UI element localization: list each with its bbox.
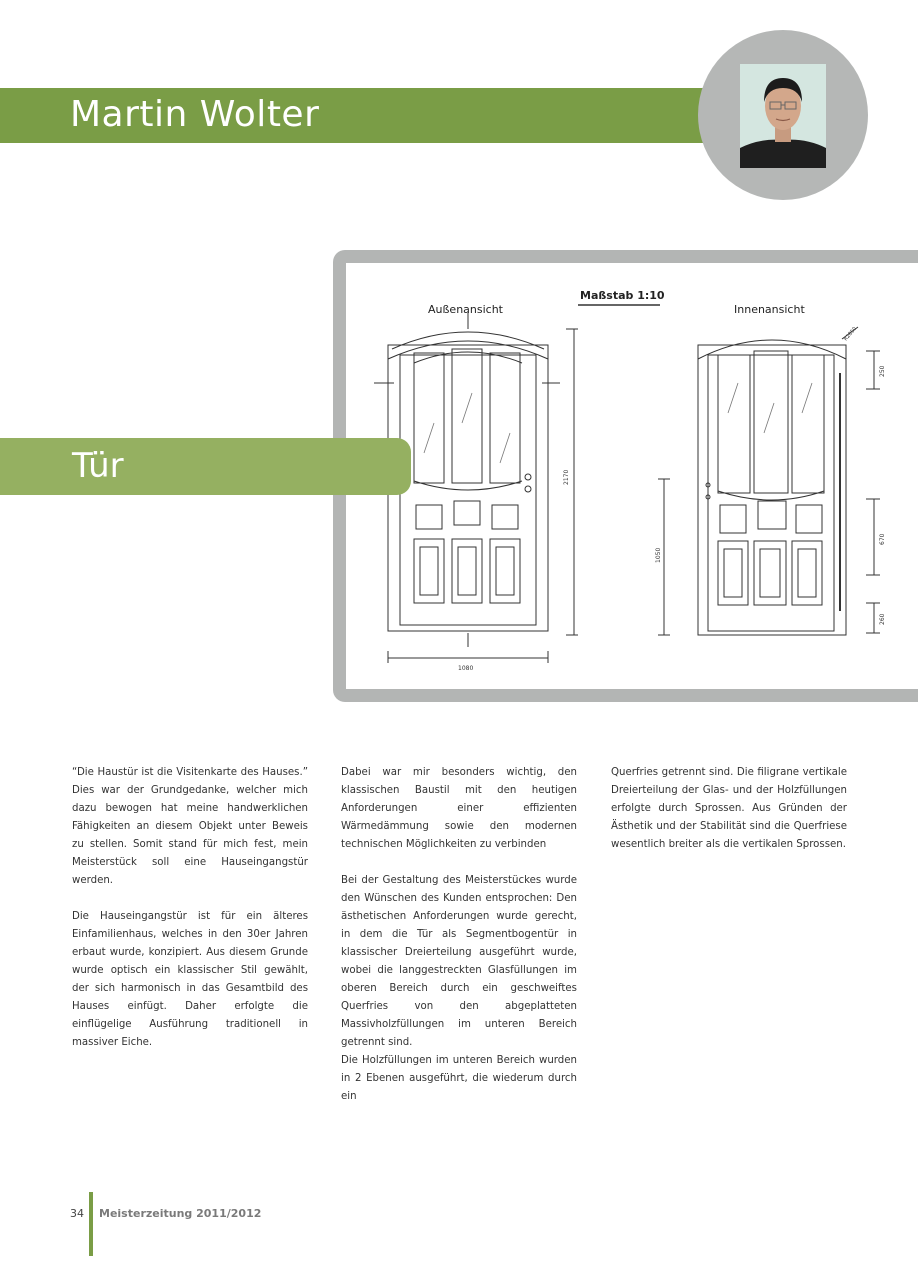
name-banner xyxy=(0,88,706,143)
width-dimension: 1080 xyxy=(458,665,474,672)
height-dimension: 2170 xyxy=(563,469,570,485)
text-column-1 xyxy=(72,764,308,1070)
footer-divider xyxy=(89,1192,93,1256)
outside-view-label: Außenansicht xyxy=(428,303,503,316)
paragraph: Die Holzfüllungen im unteren Bereich wurden in 2 Ebenen ausgeführt, die wiederum durch ein xyxy=(341,1055,577,1102)
scale-label: Maßstab 1:10 xyxy=(580,289,665,302)
page-number: 34 xyxy=(70,1207,84,1220)
top-dimension: 250 xyxy=(879,365,886,377)
publication-title: Meisterzeitung 2011/2012 xyxy=(99,1207,262,1220)
author-name: Martin Wolter xyxy=(70,94,320,135)
handle-height-dimension: 1050 xyxy=(655,547,662,563)
paragraph: Die Hauseingangstür ist für ein älteres Einfamilienhaus, welches in den 30er Jahren erbaut wurde, konzipiert. Aus diesem Grunde wurde optisch ein klassischer Stil gewählt, der sich harmonisch in das Gesamtbild des Hauses einfügt. Daher erfolgte die einflügelige Ausführung traditionell in massiver Eiche. xyxy=(72,911,308,1048)
paragraph: “Die Haustür ist die Visitenkarte des Hauses.” Dies war der Grundgedanke, welcher mich dazu bewogen hat meine handwerklichen Fähigkeiten an diesem Objekt unter Beweis zu stellen. Somit stand für mich fest, mein Meisterstück soll eine Hauseingangstür werden. xyxy=(72,767,308,886)
radius-dimension: R2850 xyxy=(842,326,858,343)
door-drawing xyxy=(346,263,918,689)
paragraph: Dabei war mir besonders wichtig, den klassischen Baustil mit den heutigen Anforderungen einer effizienten Wärmedämmung sowie den modernen technischen Möglichkeiten zu verbinden xyxy=(341,767,577,850)
middle-dimension: 670 xyxy=(879,533,886,545)
section-banner xyxy=(0,438,411,495)
section-title: Tür xyxy=(72,446,124,486)
inside-view-label: Innenansicht xyxy=(734,303,805,316)
author-portrait xyxy=(740,64,826,168)
portrait-illustration xyxy=(740,64,826,168)
bottom-dimension: 260 xyxy=(879,613,886,625)
text-column-2 xyxy=(341,764,577,1124)
technical-drawing xyxy=(346,263,918,689)
paragraph: Bei der Gestaltung des Meisterstückes wurde den Wünschen des Kunden entsprochen: Den ästhetischen Anforderungen wurde gerecht, in dem die Tür als Segmentbogentür in klassischer Dreierteilung ausgeführt wurde, wobei die langgestreckten Glasfüllungen im oberen Bereich durch ein geschweiftes Querfries von den abgeplatteten Massivholzfüllungen im unteren Bereich getrennt sind. xyxy=(341,875,577,1048)
paragraph: Querfries getrennt sind. Die filigrane vertikale Dreierteilung der Glas- und der Holzfüllungen erfolgte durch Sprossen. Aus Gründen der Ästhetik und der Stabilität sind die Querfriese wesentlich breiter als die vertikalen Sprossen. xyxy=(611,767,847,850)
text-column-3 xyxy=(611,764,847,872)
